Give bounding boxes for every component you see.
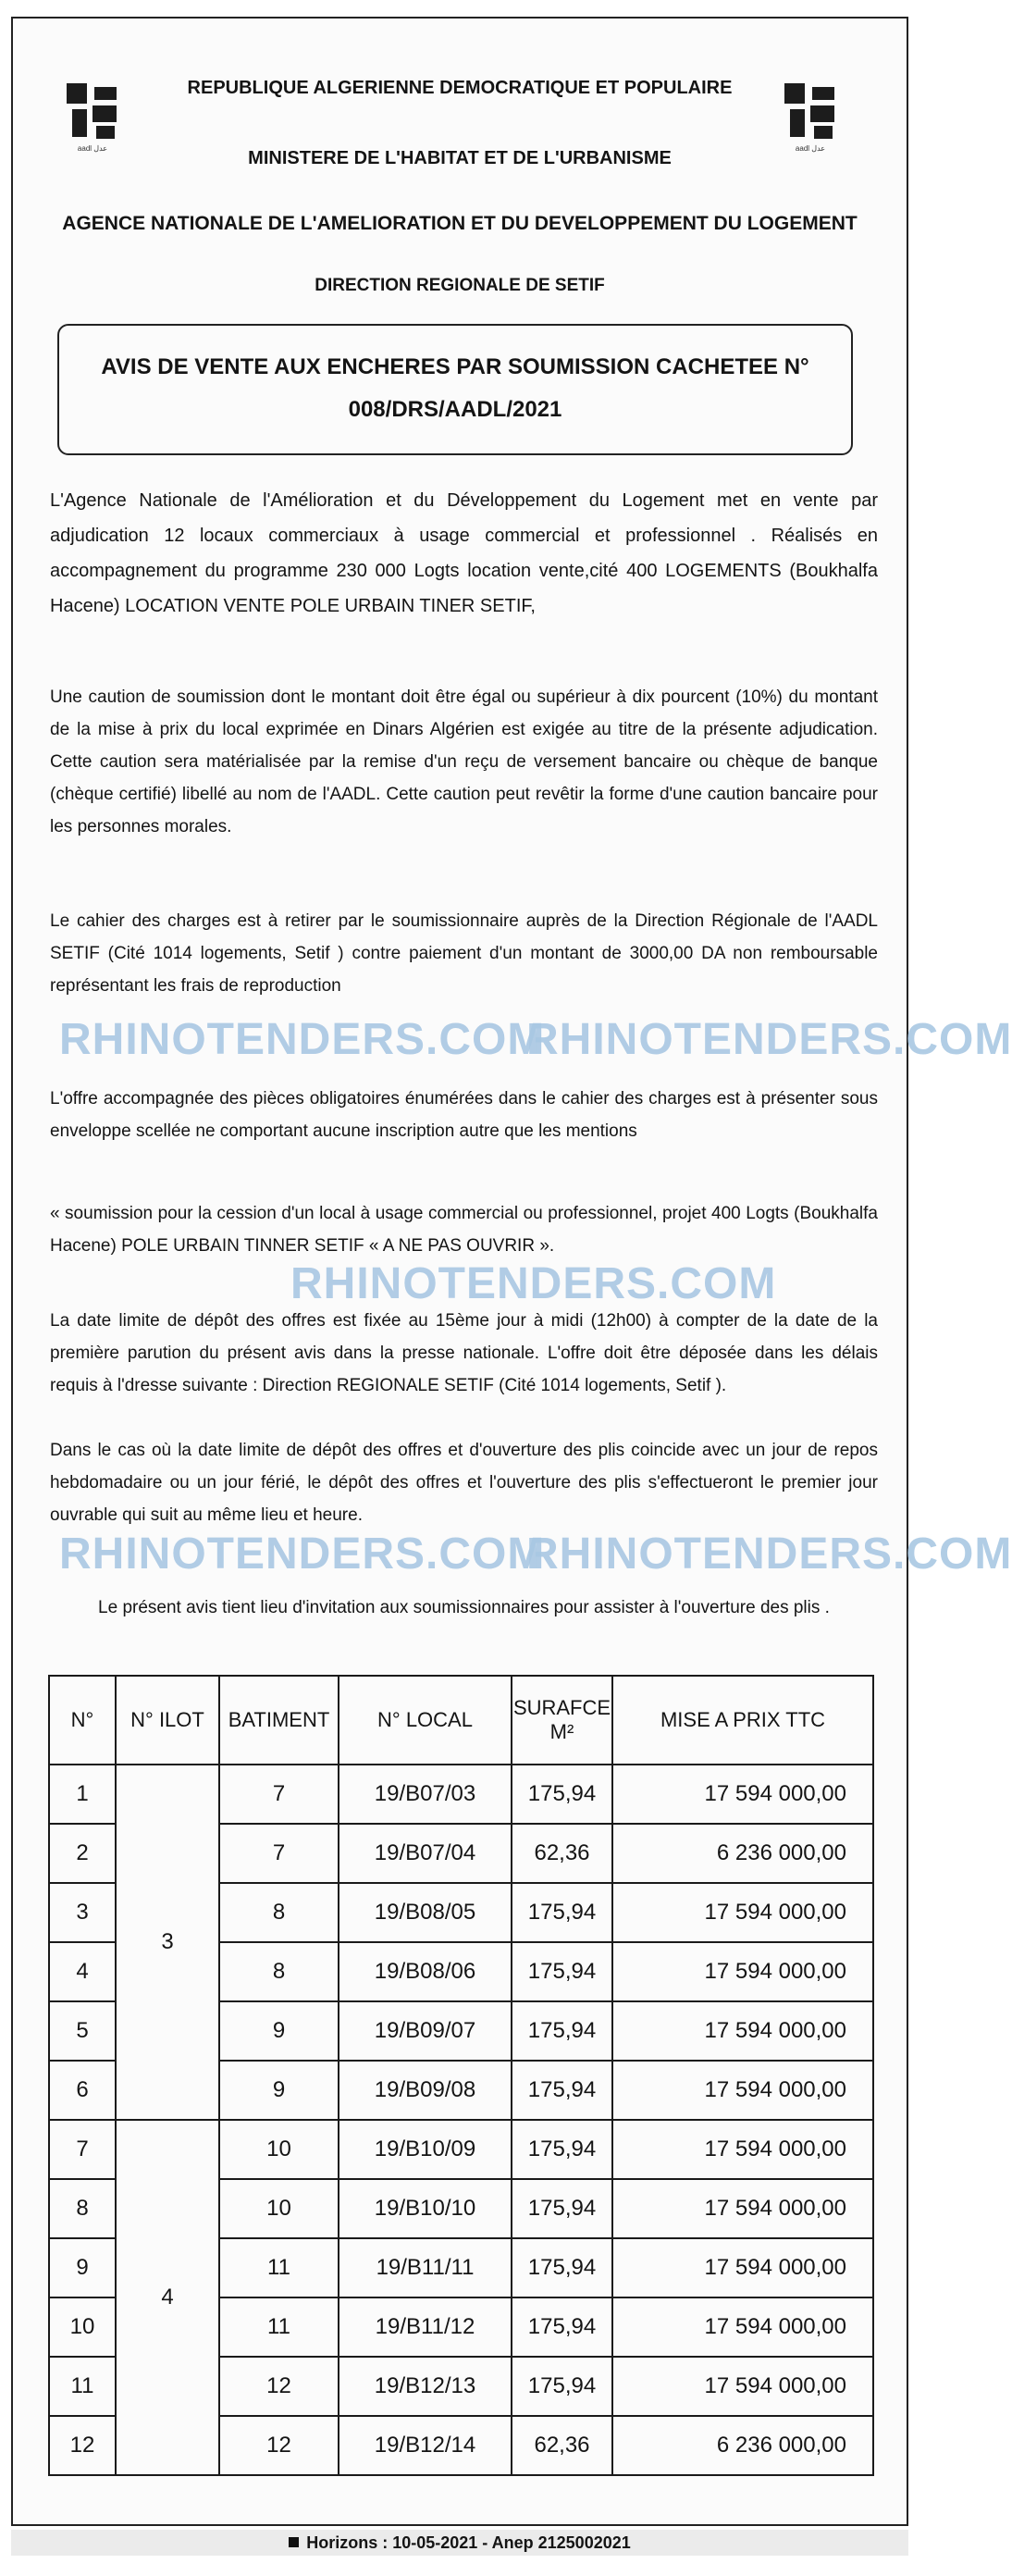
cell-batiment: 12	[219, 2357, 339, 2416]
cell-surface: 175,94	[512, 2001, 612, 2061]
paragraph-date-limite: La date limite de dépôt des offres est fixée au 15ème jour à midi (12h00) à compter de la date de la première parution du présent avis dans la presse nationale. L'offre doit être déposée dans les délais requis à l'dresse suivante : Direction REGIONALE SETIF (Cité 1014 logements, Setif ).	[50, 1311, 878, 1395]
paragraph-cahier-charges: Le cahier des charges est à retirer par le soumissionnaire auprès de la Direction Régionale de l'AADL SETIF (Cité 1014 logements, Setif ) contre paiement d'un montant de 3000,00 DA non remboursable représentant les frais de reproduction	[50, 911, 878, 996]
watermark: RHINOTENDERS.COM	[526, 1015, 1012, 1064]
cell-prix: 17 594 000,00	[612, 2357, 873, 2416]
cell-local: 19/B11/11	[339, 2238, 512, 2297]
cell-number: 8	[49, 2179, 116, 2238]
cell-batiment: 9	[219, 2061, 339, 2120]
cell-prix: 6 236 000,00	[612, 2416, 873, 2475]
cell-ilot: 4	[116, 2120, 219, 2475]
cell-prix: 6 236 000,00	[612, 1824, 873, 1883]
cell-local: 19/B09/07	[339, 2001, 512, 2061]
table-header-row	[49, 1676, 873, 1765]
col-header-prix: MISE A PRIX TTC	[612, 1676, 873, 1765]
cell-local: 19/B10/10	[339, 2179, 512, 2238]
paragraph-intro: L'Agence Nationale de l'Amélioration et du Développement du Logement met en vente par adjudication 12 locaux commerciaux à usage commercial et professionnel . Réalisés en accompagnement du programme 230 000 Logts location vente,cité 400 LOGEMENTS (Boukhalfa Hacene) LOCATION VENTE POLE URBAIN TINER SETIF,	[50, 490, 878, 616]
cell-batiment: 11	[219, 2238, 339, 2297]
cell-batiment: 12	[219, 2416, 339, 2475]
cell-batiment: 9	[219, 2001, 339, 2061]
notice-reference: 008/DRS/AADL/2021	[348, 397, 562, 422]
publication-footer	[11, 2530, 908, 2556]
notice-title-box	[57, 324, 853, 455]
watermark: RHINOTENDERS.COM	[526, 1530, 1012, 1579]
logo-caption: aadl عدل	[77, 144, 108, 153]
cell-local: 19/B07/03	[339, 1765, 512, 1824]
cell-number: 4	[49, 1942, 116, 2001]
cell-local: 19/B10/09	[339, 2120, 512, 2179]
cell-number: 9	[49, 2238, 116, 2297]
cell-prix: 17 594 000,00	[612, 1765, 873, 1824]
cell-number: 1	[49, 1765, 116, 1824]
header-republic: REPUBLIQUE ALGERIENNE DEMOCRATIQUE ET POPULAIRE	[187, 78, 733, 98]
cell-local: 19/B11/12	[339, 2297, 512, 2357]
paragraph-jour-ferie: Dans le cas où la date limite de dépôt des offres et d'ouverture des plis coincide avec un jour de repos hebdomadaire ou un jour férié, le dépôt des offres et l'ouverture des plis s'effectueront le premier jour ouvrable qui suit au même lieu et heure.	[50, 1441, 878, 1525]
lots-table-body	[49, 1765, 873, 2475]
cell-surface: 175,94	[512, 2061, 612, 2120]
cell-surface: 175,94	[512, 2179, 612, 2238]
cell-batiment: 8	[219, 1942, 339, 2001]
cell-prix: 17 594 000,00	[612, 1883, 873, 1942]
cell-surface: 175,94	[512, 2357, 612, 2416]
cell-surface: 175,94	[512, 1942, 612, 2001]
notice-title: AVIS DE VENTE AUX ENCHERES PAR SOUMISSION CACHETEE N°	[101, 354, 809, 379]
table-row	[49, 2120, 873, 2179]
cell-prix: 17 594 000,00	[612, 2238, 873, 2297]
cell-batiment: 8	[219, 1883, 339, 1942]
watermark: RHINOTENDERS.COM	[59, 1015, 546, 1064]
cell-batiment: 10	[219, 2120, 339, 2179]
logo-caption: aadl عدل	[795, 144, 826, 153]
cell-surface: 62,36	[512, 2416, 612, 2475]
cell-prix: 17 594 000,00	[612, 2061, 873, 2120]
cell-number: 2	[49, 1824, 116, 1883]
cell-local: 19/B09/08	[339, 2061, 512, 2120]
cell-batiment: 10	[219, 2179, 339, 2238]
paragraph-mention: « soumission pour la cession d'un local à usage commercial ou professionnel, projet 400 Logts (Boukhalfa Hacene) POLE URBAIN TINNER SETIF « A NE PAS OUVRIR ».	[50, 1204, 878, 1256]
header-ministry: MINISTERE DE L'HABITAT ET DE L'URBANISME	[248, 148, 672, 168]
paragraph-offre: L'offre accompagnée des pièces obligatoires énumérées dans le cahier des charges est à présenter sous enveloppe scellée ne comportant aucune inscription autre que les mentions	[50, 1089, 878, 1141]
cell-surface: 175,94	[512, 2297, 612, 2357]
header-agency: AGENCE NATIONALE DE L'AMELIORATION ET DU DEVELOPPEMENT DU LOGEMENT	[62, 213, 858, 234]
cell-ilot: 3	[116, 1765, 219, 2120]
col-header-local: N° LOCAL	[339, 1676, 512, 1765]
lots-table	[48, 1675, 874, 2476]
cell-surface: 175,94	[512, 2120, 612, 2179]
cell-prix: 17 594 000,00	[612, 2120, 873, 2179]
cell-batiment: 7	[219, 1765, 339, 1824]
cell-local: 19/B12/13	[339, 2357, 512, 2416]
header-direction: DIRECTION REGIONALE DE SETIF	[315, 276, 605, 295]
cell-surface: 175,94	[512, 1765, 612, 1824]
col-header-ilot: N° ILOT	[116, 1676, 219, 1765]
cell-batiment: 7	[219, 1824, 339, 1883]
cell-local: 19/B08/06	[339, 1942, 512, 2001]
table-row	[49, 1765, 873, 1824]
cell-local: 19/B08/05	[339, 1883, 512, 1942]
cell-local: 19/B07/04	[339, 1824, 512, 1883]
col-header-n: N°	[49, 1676, 116, 1765]
paragraph-caution: Une caution de soumission dont le montant doit être égal ou supérieur à dix pourcent (10%) du montant de la mise à prix du local exprimée en Dinars Algérien est exigée au titre de la présente adjudication. Cette caution sera matérialisée par la remise d'un reçu de versement bancaire ou chèque de banque (chèque certifié) libellé au nom de l'AADL. Cette caution peut revêtir la forme d'une caution bancaire pour les personnes morales.	[50, 687, 878, 836]
watermark: RHINOTENDERS.COM	[290, 1259, 777, 1308]
cell-surface: 175,94	[512, 2238, 612, 2297]
cell-number: 10	[49, 2297, 116, 2357]
cell-number: 6	[49, 2061, 116, 2120]
paragraph-invitation: Le présent avis tient lieu d'invitation aux soumissionnaires pour assister à l'ouverture des plis .	[98, 1598, 830, 1617]
watermark: RHINOTENDERS.COM	[59, 1530, 546, 1579]
cell-surface: 175,94	[512, 1883, 612, 1942]
cell-number: 7	[49, 2120, 116, 2179]
cell-number: 11	[49, 2357, 116, 2416]
cell-number: 3	[49, 1883, 116, 1942]
publication-info: Horizons : 10-05-2021 - Anep 2125002021	[306, 2533, 631, 2552]
cell-prix: 17 594 000,00	[612, 1942, 873, 2001]
cell-prix: 17 594 000,00	[612, 2179, 873, 2238]
cell-prix: 17 594 000,00	[612, 2297, 873, 2357]
col-header-batiment: BATIMENT	[219, 1676, 339, 1765]
cell-surface: 62,36	[512, 1824, 612, 1883]
cell-prix: 17 594 000,00	[612, 2001, 873, 2061]
square-bullet-icon	[289, 2537, 299, 2547]
cell-batiment: 11	[219, 2297, 339, 2357]
col-header-surface: SURAFCE M²	[512, 1676, 612, 1765]
cell-number: 12	[49, 2416, 116, 2475]
cell-number: 5	[49, 2001, 116, 2061]
notice-page	[11, 17, 1012, 2526]
cell-local: 19/B12/14	[339, 2416, 512, 2475]
